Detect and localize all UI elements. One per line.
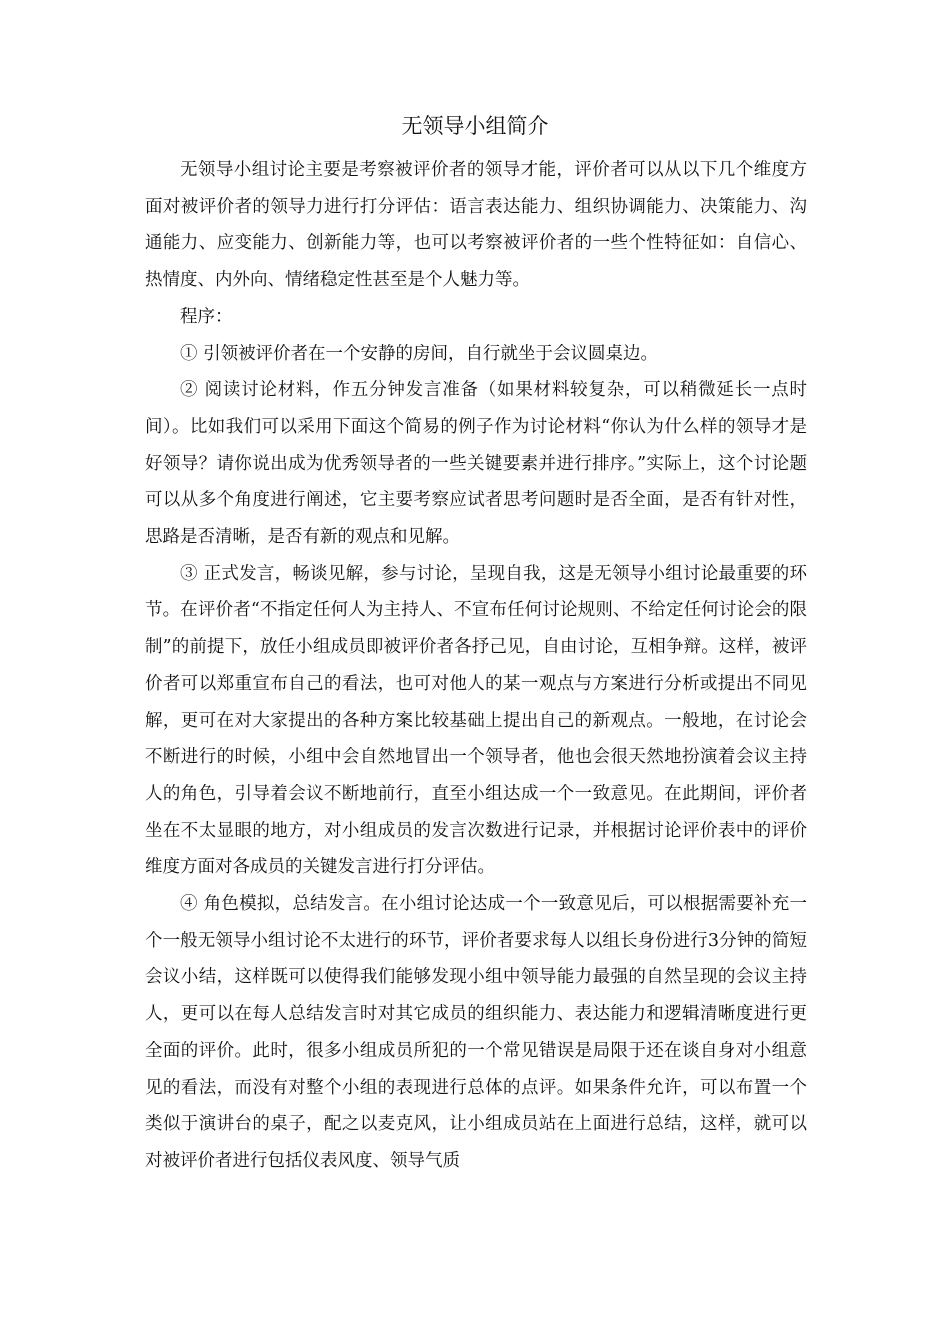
document-body	[145, 152, 807, 1180]
paragraph-intro: 无领导小组讨论主要是考察被评价者的领导才能，评价者可以从以下几个维度方面对被评价者的领导力进行打分评估：语言表达能力、组织协调能力、决策能力、沟通能力、应变能力、创新能力等，也可以考察被评价者的一些个性特征如：自信心、热情度、内外向、情绪稳定性甚至是个人魅力等。	[145, 160, 807, 291]
document-title: 无领导小组简介	[401, 114, 549, 138]
paragraph-step-4: ④ 角色模拟，总结发言。在小组讨论达成一个一致意见后，可以根据需要补充一个一般无领导小组讨论不太进行的环节，评价者要求每人以组长身份进行3分钟的简短会议小结，这样既可以使得我们能够发现小组中领导能力最强的自然呈现的会议主持人，更可以在每人总结发言时对其它成员的组织能力、表达能力和逻辑清晰度进行更全面的评价。此时，很多小组成员所犯的一个常见错误是局限于还在谈自身对小组意见的看法，而没有对整个小组的表现进行总体的点评。如果条件允许，可以布置一个类似于演讲台的桌子，配之以麦克风，让小组成员站在上面进行总结，这样，就可以对被评价者进行包括仪表风度、领导气质	[145, 894, 807, 1171]
paragraph-procedure-heading: 程序：	[180, 306, 233, 327]
paragraph-step-3: ③ 正式发言，畅谈见解，参与讨论，呈现自我，这是无领导小组讨论最重要的环节。在评价者“不指定任何人为主持人、不宣布任何讨论规则、不给定任何讨论会的限制”的前提下，放任小组成员即被评价者各抒己见，自由讨论，互相争辩。这样，被评价者可以郑重宣布自己的看法，也可对他人的某一观点与方案进行分析或提出不同见解，更可在对大家提出的各种方案比较基础上提出自己的新观点。一般地，在讨论会不断进行的时候，小组中会自然地冒出一个领导者，他也会很天然地扮演着会议主持人的角色，引导着会议不断地前行，直至小组达成一个一致意见。在此期间，评价者坐在不太显眼的地方，对小组成员的发言次数进行记录，并根据讨论评价表中的评价维度方面对各成员的关键发言进行打分评估。	[145, 563, 807, 878]
paragraph-step-1: ① 引领被评价者在一个安静的房间，自行就坐于会议圆桌边。	[180, 343, 659, 364]
paragraph-step-2: ② 阅读讨论材料，作五分钟发言准备（如果材料较复杂，可以稍微延长一点时间）。比如我们可以采用下面这个简易的例子作为讨论材料“你认为什么样的领导才是好领导？请你说出成为优秀领导者的一些关键要素并进行排序。”实际上，这个讨论题可以从多个角度进行阐述，它主要考察应试者思考问题时是否全面，是否有针对性，思路是否清晰，是否有新的观点和见解。	[145, 380, 807, 548]
